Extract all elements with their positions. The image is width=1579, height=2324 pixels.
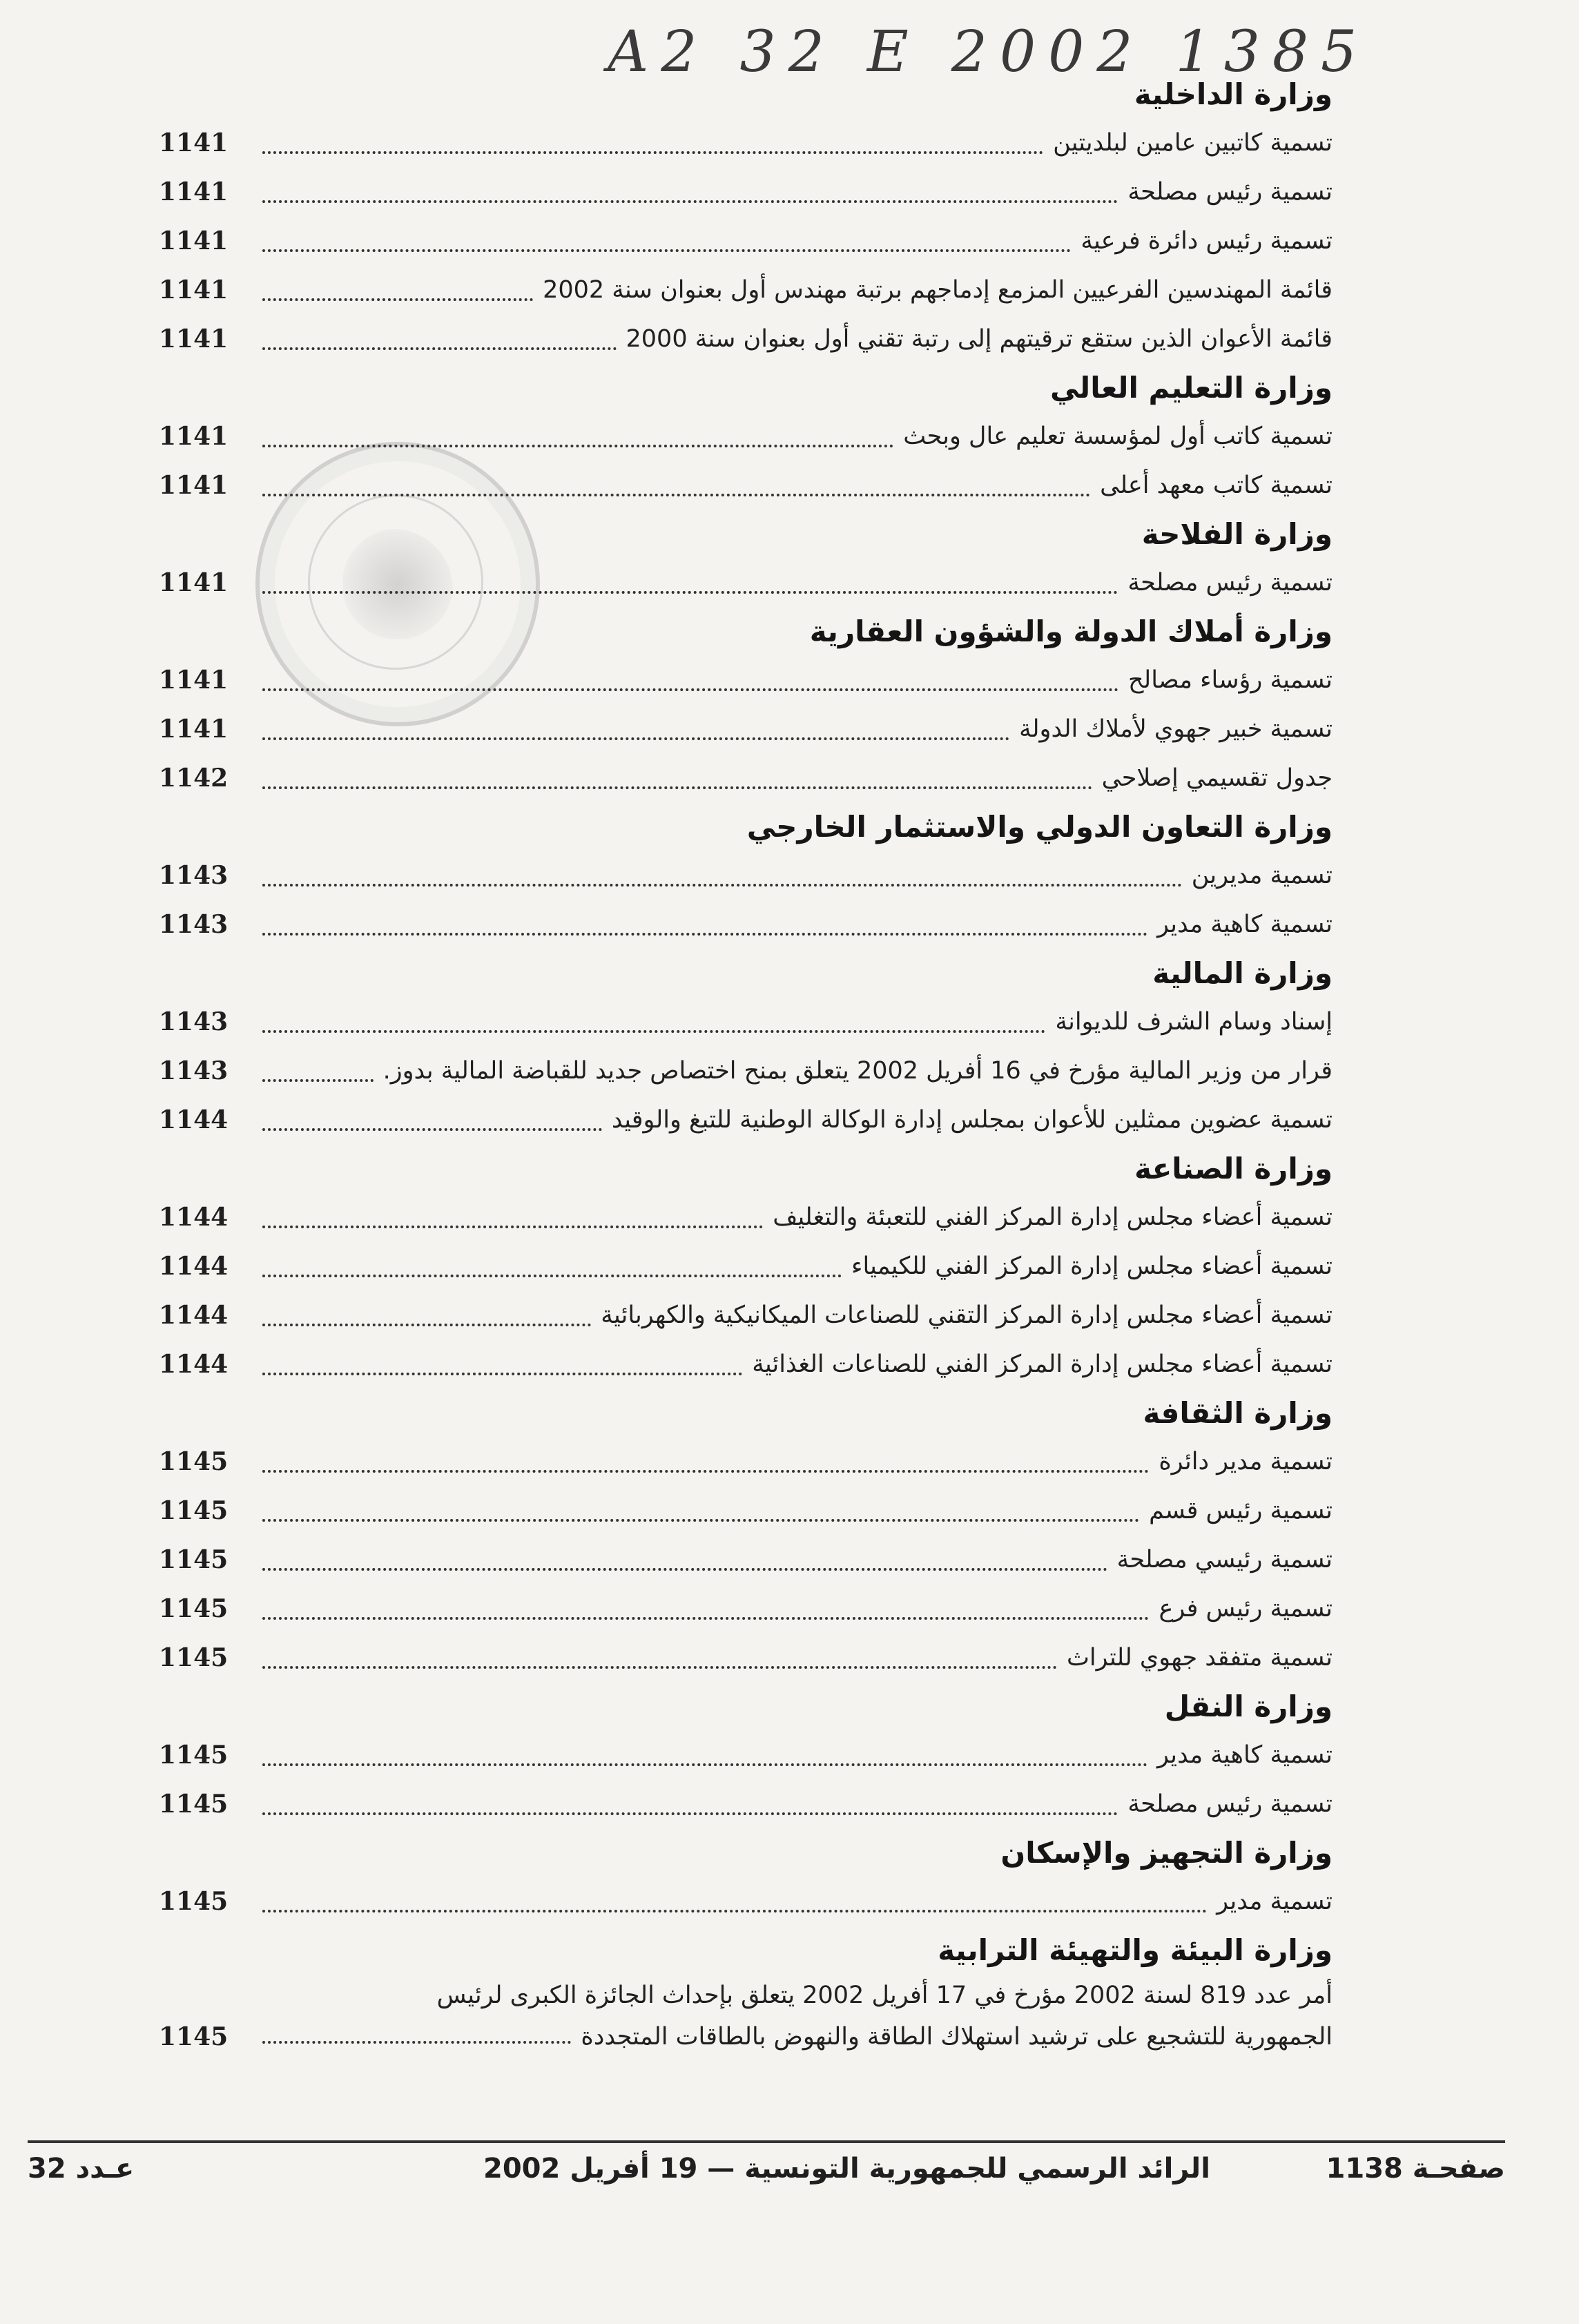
dot-leader <box>262 347 617 350</box>
toc-entry-title: قرار من وزير المالية مؤرخ في 16 أفريل 2002 يتعلق بمنح اختصاص جديد للقباضة المالية بدوز. <box>382 1057 1333 1085</box>
dot-leader <box>262 1910 1207 1913</box>
toc-page-number: 1145 <box>159 1447 229 1476</box>
toc-entry[interactable] <box>159 266 1333 315</box>
toc-page-number: 1141 <box>159 325 229 354</box>
toc-page-number: 1142 <box>159 764 229 793</box>
ministry-section <box>159 803 1333 949</box>
toc-entry-title: تسمية رئيس مصلحة <box>1127 178 1333 206</box>
toc-page-number: 1141 <box>159 275 229 304</box>
ministry-heading: وزارة أملاك الدولة والشؤون العقارية <box>809 614 1333 648</box>
toc-entry-title: تسمية أعضاء مجلس إدارة المركز الفني للصناعات الغذائية <box>752 1350 1333 1378</box>
toc-entry-title: تسمية رئيس دائرة فرعية <box>1081 227 1333 255</box>
toc-entry-title: تسمية كاتب أول لمؤسسة تعليم عال وبحث <box>903 423 1333 450</box>
toc-entry-title: تسمية رؤساء مصالح <box>1127 666 1333 694</box>
ministry-heading: وزارة التعاون الدولي والاستثمار الخارجي <box>746 810 1333 844</box>
dot-leader <box>262 1128 602 1131</box>
toc-page-number: 1144 <box>159 1252 229 1281</box>
footer-journal-title: الرائد الرسمي للجمهورية التونسية — 19 أفريل 2002 <box>483 2153 1210 2185</box>
toc-entry-title: تسمية رئيس قسم <box>1149 1497 1333 1524</box>
dot-leader <box>262 688 1118 691</box>
toc-entry[interactable] <box>159 1340 1333 1389</box>
toc-entry-title: تسمية رئيس مصلحة <box>1127 569 1333 597</box>
toc-entry-title: تسمية عضوين ممثلين للأعوان بمجلس إدارة الوكالة الوطنية للتبغ والوقيد <box>611 1106 1333 1134</box>
toc-entry-title: تسمية أعضاء مجلس إدارة المركز الفني للكيمياء <box>851 1252 1333 1280</box>
dot-leader <box>262 1079 374 1082</box>
dot-leader <box>262 1226 763 1228</box>
toc-page-number: 1145 <box>159 1496 229 1525</box>
toc-page-number: 1145 <box>159 1643 229 1672</box>
toc-page-number: 1141 <box>159 471 229 500</box>
toc-entry-title: تسمية أعضاء مجلس إدارة المركز الفني للتعبئة والتغليف <box>773 1203 1333 1231</box>
toc-entry[interactable] <box>159 217 1333 266</box>
toc-page-number: 1141 <box>159 422 229 451</box>
toc-entry-title: تسمية رئيسي مصلحة <box>1116 1546 1333 1573</box>
toc-page-number: 1143 <box>159 1056 229 1085</box>
toc-entry[interactable] <box>159 1437 1333 1487</box>
toc-entry[interactable] <box>159 119 1333 168</box>
toc-entry[interactable] <box>159 1193 1333 1242</box>
toc-entry[interactable] <box>159 900 1333 949</box>
toc-page-number: 1141 <box>159 715 229 744</box>
toc-entry[interactable] <box>159 998 1333 1047</box>
ministry-section <box>159 1389 1333 1683</box>
ministry-heading: وزارة المالية <box>1152 956 1333 990</box>
toc-entry[interactable] <box>159 1585 1333 1634</box>
toc-page-number: 1144 <box>159 1350 229 1379</box>
dot-leader <box>262 933 1147 936</box>
toc-entry-title: قائمة المهندسين الفرعيين المزمع إدماجهم برتبة مهندس أول بعنوان سنة 2002 <box>543 276 1333 304</box>
toc-entry-title: تسمية كاهية مدير <box>1156 1741 1333 1769</box>
toc-page-number: 1144 <box>159 1105 229 1134</box>
dot-leader <box>262 1812 1118 1815</box>
dot-leader <box>262 2041 571 2044</box>
ministry-section <box>159 1683 1333 1829</box>
toc-entry-title: تسمية أعضاء مجلس إدارة المركز التقني للصناعات الميكانيكية والكهربائية <box>601 1301 1333 1329</box>
ministry-section <box>159 949 1333 1145</box>
dot-leader <box>262 494 1090 496</box>
dot-leader <box>262 737 1009 740</box>
toc-page-number: 1143 <box>159 1007 229 1036</box>
dot-leader <box>262 1617 1149 1620</box>
ministry-heading: وزارة الفلاحة <box>1141 517 1333 551</box>
toc-page-number: 1141 <box>159 226 229 255</box>
toc-page-number: 1141 <box>159 128 229 157</box>
footer-page-number: صفحـة 1138 <box>1326 2153 1505 2185</box>
toc-entry[interactable] <box>159 1877 1333 1926</box>
dot-leader <box>262 1324 591 1326</box>
toc-entry[interactable] <box>159 168 1333 217</box>
toc-page-number: 1145 <box>159 1545 229 1574</box>
toc-entry-title: تسمية كاهية مدير <box>1156 911 1333 938</box>
dot-leader <box>262 445 893 447</box>
toc-entry-title: تسمية كاتب معهد أعلى <box>1100 472 1333 499</box>
toc-page-number: 1141 <box>159 568 229 597</box>
toc-page-number: 1141 <box>159 666 229 695</box>
dot-leader <box>262 1519 1139 1522</box>
table-of-contents <box>159 70 1333 2057</box>
toc-entry[interactable] <box>159 1291 1333 1340</box>
toc-entry-title: تسمية رئيس فرع <box>1159 1595 1333 1623</box>
toc-page-number: 1144 <box>159 1203 229 1232</box>
toc-entry[interactable] <box>159 1536 1333 1585</box>
toc-page-number: 1145 <box>159 1887 229 1916</box>
toc-page-number: 1143 <box>159 910 229 939</box>
ministry-heading: وزارة الثقافة <box>1143 1396 1333 1430</box>
toc-entry[interactable] <box>159 851 1333 900</box>
page-footer <box>28 2153 1505 2201</box>
toc-entry[interactable] <box>159 559 1333 608</box>
footer-divider <box>28 2140 1505 2143</box>
toc-entry[interactable] <box>159 1242 1333 1291</box>
toc-entry[interactable] <box>159 656 1333 705</box>
toc-entry[interactable] <box>159 705 1333 754</box>
dot-leader <box>262 591 1118 594</box>
toc-entry-title: تسمية خبير جهوي لأملاك الدولة <box>1019 715 1333 743</box>
toc-entry[interactable] <box>159 1731 1333 1780</box>
toc-entry-title: جدول تقسيمي إصلاحي <box>1101 764 1333 792</box>
toc-entry[interactable] <box>159 1096 1333 1145</box>
toc-entry[interactable] <box>159 754 1333 803</box>
toc-entry-title: تسمية متفقد جهوي للتراث <box>1066 1644 1333 1672</box>
dot-leader <box>262 1030 1045 1033</box>
toc-page-number: 1145 <box>159 1790 229 1819</box>
toc-entry-title-line: أمر عدد 819 لسنة 2002 مؤرخ في 17 أفريل 2002 يتعلق بإحداث الجائزة الكبرى لرئيس <box>436 1982 1333 2009</box>
dot-leader <box>262 1666 1057 1669</box>
toc-entry-title: تسمية مدير دائرة <box>1159 1448 1333 1475</box>
dot-leader <box>262 884 1182 887</box>
ministry-section <box>159 608 1333 803</box>
ministry-section <box>159 1926 1333 2057</box>
toc-entry-title: إسناد وسام الشرف للديوانة <box>1055 1008 1333 1036</box>
dot-leader <box>262 298 533 301</box>
dot-leader <box>262 1568 1107 1571</box>
toc-entry[interactable] <box>159 2016 1333 2057</box>
ministry-heading: وزارة البيئة والتهيئة الترابية <box>938 1933 1333 1967</box>
toc-entry[interactable] <box>159 412 1333 461</box>
dot-leader <box>262 1373 742 1375</box>
footer-issue-number: عـدد 32 <box>28 2153 135 2185</box>
toc-entry[interactable] <box>159 1634 1333 1683</box>
toc-page-number: 1141 <box>159 177 229 206</box>
toc-entry[interactable] <box>159 1780 1333 1829</box>
ministry-heading: وزارة التجهيز والإسكان <box>1000 1836 1333 1870</box>
ministry-heading: وزارة النقل <box>1164 1689 1333 1723</box>
toc-page-number: 1145 <box>159 2022 229 2051</box>
toc-page-number: 1145 <box>159 1741 229 1770</box>
ministry-section <box>159 510 1333 608</box>
toc-entry[interactable] <box>159 1047 1333 1096</box>
ministry-section <box>159 1829 1333 1926</box>
toc-page-number: 1143 <box>159 861 229 890</box>
ministry-section <box>159 1145 1333 1389</box>
dot-leader <box>262 151 1043 154</box>
toc-entry-title: تسمية مديرين <box>1191 862 1333 889</box>
toc-entry[interactable] <box>159 1487 1333 1536</box>
toc-entry-title: قائمة الأعوان الذين ستقع ترقيتهم إلى رتبة تقني أول بعنوان سنة 2000 <box>626 325 1333 353</box>
toc-entry[interactable] <box>159 315 1333 364</box>
toc-entry-title: تسمية مدير <box>1217 1888 1333 1915</box>
dot-leader <box>262 200 1118 203</box>
ministry-section <box>159 364 1333 510</box>
toc-entry-title: تسمية رئيس مصلحة <box>1127 1790 1333 1818</box>
ministry-heading: وزارة التعليم العالي <box>1049 371 1333 405</box>
dot-leader <box>262 249 1071 252</box>
toc-entry-title-line: الجمهورية للتشجيع على ترشيد استهلاك الطاقة والنهوض بالطاقات المتجددة <box>581 2023 1333 2051</box>
ministry-section <box>159 70 1333 364</box>
dot-leader <box>262 1470 1149 1473</box>
toc-page-number: 1145 <box>159 1594 229 1623</box>
dot-leader <box>262 786 1092 789</box>
dot-leader <box>262 1763 1147 1766</box>
ministry-heading: وزارة الصناعة <box>1134 1152 1333 1185</box>
ministry-heading: وزارة الداخلية <box>1134 77 1333 111</box>
toc-page-number: 1144 <box>159 1301 229 1330</box>
toc-entry-title: تسمية كاتبين عامين لبلديتين <box>1053 129 1333 157</box>
toc-entry[interactable] <box>159 461 1333 510</box>
handwritten-archive-note: A2 32 E 2002 1385 <box>608 19 1370 85</box>
dot-leader <box>262 1275 842 1277</box>
